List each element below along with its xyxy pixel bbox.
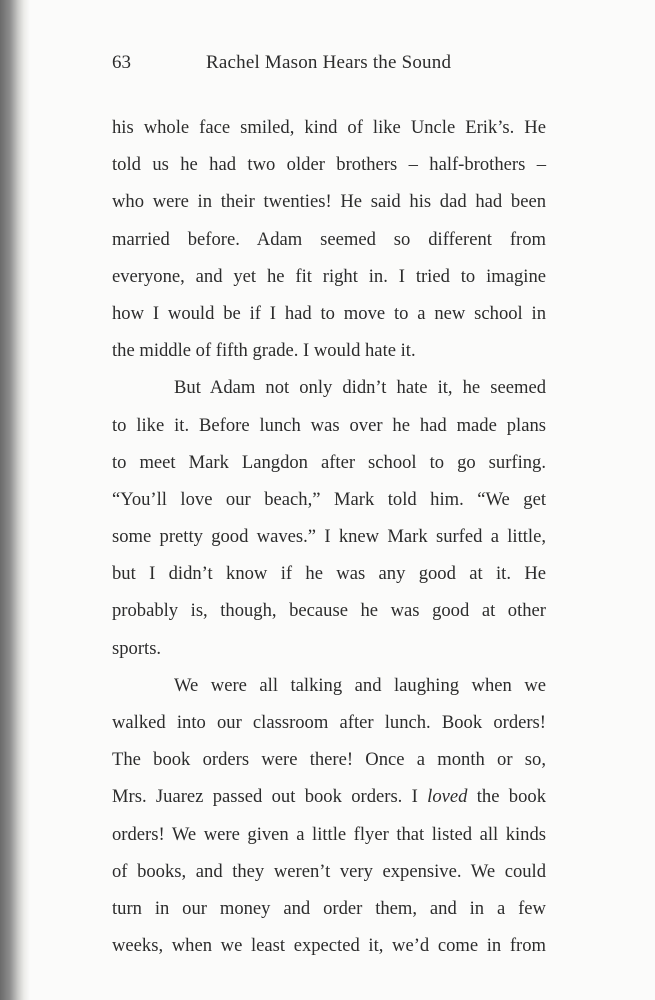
text-line: walked into our classroom after lunch. Book orders! [112,712,546,733]
text-line: but I didn’t know if he was any good at it. He [112,563,546,585]
body-text [112,109,546,964]
text-line: everyone, and yet he fit right in. I tried to imagine [112,265,546,287]
text-line: The book orders were there! Once a month or so, [112,749,546,771]
text-line: weeks, when we least expected it, we’d come in from [112,935,546,957]
paragraph-3 [112,667,546,965]
text-line: “You’ll love our beach,” Mark told him. “We get [112,488,546,510]
text-line: of books, and they weren’t very expensive. We could [112,860,546,882]
paragraph-2 [112,369,546,667]
text-line: We were all talking and laughing when we [174,674,546,696]
text-line: told us he had two older brothers – half-brothers – [112,154,546,176]
text-line: the middle of fifth grade. I would hate it. [112,340,416,362]
text-line: orders! We were given a little flyer that listed all kinds [112,823,546,845]
binding-shadow [0,0,30,1000]
text-line: But Adam not only didn’t hate it, he seemed [174,377,546,399]
text-line: his whole face smiled, kind of like Uncle Erik’s. He [112,117,546,138]
paragraph-1 [112,109,546,369]
text-line: how I would be if I had to move to a new school in [112,302,546,324]
italic-word: loved [427,786,468,808]
text-line: probably is, though, because he was good at other [112,600,546,622]
text-line: sports. [112,637,162,659]
text-line: some pretty good waves.” I knew Mark surfed a little, [112,526,546,548]
text-line: to like it. Before lunch was over he had made plans [112,414,546,436]
text-line: turn in our money and order them, and in a few [112,897,546,919]
text-line: who were in their twenties! He said his dad had been [112,191,546,213]
text-line: married before. Adam seemed so different from [112,228,546,250]
running-head: Rachel Mason Hears the Sound [206,52,452,73]
text-run: the book [467,786,546,808]
page-header [112,52,572,74]
page-number: 63 [112,52,131,73]
text-run: Mrs. Juarez passed out book orders. I [112,786,428,808]
text-line: to meet Mark Langdon after school to go surfing. [112,451,546,473]
text-line-with-italic [112,778,546,815]
